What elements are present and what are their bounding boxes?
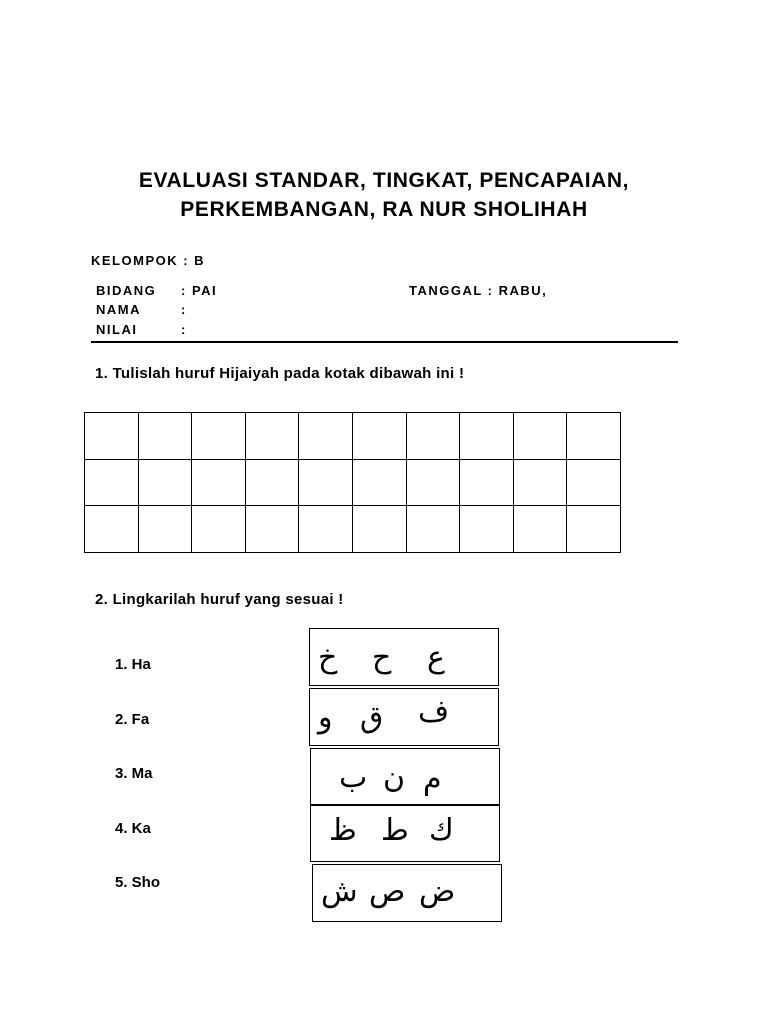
kelompok-label: KELOMPOK : B bbox=[91, 253, 206, 268]
tanggal-label: TANGGAL : RABU, bbox=[409, 283, 548, 298]
grid-cell[interactable] bbox=[460, 459, 514, 506]
letter-box-ka bbox=[310, 805, 500, 862]
grid-cell[interactable] bbox=[513, 506, 567, 553]
letter-option[interactable]: ح bbox=[372, 640, 392, 675]
letter-option[interactable]: ط bbox=[381, 813, 409, 848]
grid-row bbox=[85, 506, 621, 553]
question-1-text: 1. Tulislah huruf Hijaiyah pada kotak dibawah ini ! bbox=[95, 365, 465, 382]
grid-cell[interactable] bbox=[406, 413, 460, 460]
grid-cell[interactable] bbox=[245, 413, 299, 460]
grid-cell[interactable] bbox=[85, 413, 139, 460]
grid-cell[interactable] bbox=[85, 506, 139, 553]
grid-cell[interactable] bbox=[567, 506, 621, 553]
grid-cell[interactable] bbox=[513, 413, 567, 460]
letter-box-fa bbox=[309, 688, 499, 746]
grid-cell[interactable] bbox=[352, 413, 406, 460]
grid-cell[interactable] bbox=[192, 506, 246, 553]
letter-box-sho bbox=[312, 864, 502, 922]
letter-option[interactable]: ن bbox=[383, 760, 406, 795]
letter-option[interactable]: و bbox=[318, 700, 333, 735]
bidang-value: : PAI bbox=[181, 283, 218, 298]
item-label-fa: 2. Fa bbox=[115, 711, 150, 728]
grid-cell[interactable] bbox=[138, 459, 192, 506]
item-label-sho: 5. Sho bbox=[115, 874, 161, 891]
item-label-ka: 4. Ka bbox=[115, 820, 151, 837]
grid-cell[interactable] bbox=[406, 506, 460, 553]
grid-cell[interactable] bbox=[245, 506, 299, 553]
item-label-ha: 1. Ha bbox=[115, 656, 151, 673]
letter-option[interactable]: ك bbox=[429, 813, 454, 848]
nilai-label: NILAI bbox=[96, 322, 138, 337]
grid-cell[interactable] bbox=[138, 413, 192, 460]
letter-option[interactable]: ش bbox=[321, 874, 358, 909]
grid-cell[interactable] bbox=[460, 413, 514, 460]
grid-cell[interactable] bbox=[192, 459, 246, 506]
letter-option[interactable]: ف bbox=[418, 694, 450, 729]
nama-value: : bbox=[181, 302, 187, 317]
letter-option[interactable]: خ bbox=[318, 640, 338, 675]
grid-cell[interactable] bbox=[513, 459, 567, 506]
title-line-1: EVALUASI STANDAR, TINGKAT, PENCAPAIAN, bbox=[138, 169, 630, 192]
grid-cell[interactable] bbox=[567, 413, 621, 460]
grid-cell[interactable] bbox=[460, 506, 514, 553]
letter-option[interactable]: ص bbox=[369, 874, 406, 909]
grid-cell[interactable] bbox=[299, 459, 353, 506]
letter-option[interactable]: ع bbox=[427, 640, 445, 675]
letter-option[interactable]: م bbox=[423, 762, 442, 797]
grid-row bbox=[85, 413, 621, 460]
grid-cell[interactable] bbox=[406, 459, 460, 506]
grid-cell[interactable] bbox=[192, 413, 246, 460]
letter-option[interactable]: ق bbox=[360, 700, 384, 735]
grid-cell[interactable] bbox=[245, 459, 299, 506]
nama-label: NAMA bbox=[96, 302, 141, 317]
letter-box-ma bbox=[310, 748, 500, 805]
question-2-text: 2. Lingkarilah huruf yang sesuai ! bbox=[95, 591, 344, 608]
item-label-ma: 3. Ma bbox=[115, 765, 153, 782]
grid-cell[interactable] bbox=[299, 413, 353, 460]
grid-cell[interactable] bbox=[85, 459, 139, 506]
nilai-value: : bbox=[181, 322, 187, 337]
grid-cell[interactable] bbox=[299, 506, 353, 553]
grid-row bbox=[85, 459, 621, 506]
letter-option[interactable]: ظ bbox=[329, 813, 357, 848]
letter-option[interactable]: ب bbox=[339, 760, 368, 795]
header-divider bbox=[91, 341, 678, 343]
bidang-label: BIDANG bbox=[96, 283, 157, 298]
grid-cell[interactable] bbox=[352, 459, 406, 506]
letter-box-ha bbox=[309, 628, 499, 686]
grid-cell[interactable] bbox=[567, 459, 621, 506]
grid-cell[interactable] bbox=[352, 506, 406, 553]
writing-grid bbox=[84, 412, 621, 553]
grid-cell[interactable] bbox=[138, 506, 192, 553]
title-line-2: PERKEMBANGAN, RA NUR SHOLIHAH bbox=[180, 198, 588, 221]
letter-option[interactable]: ض bbox=[419, 874, 456, 909]
